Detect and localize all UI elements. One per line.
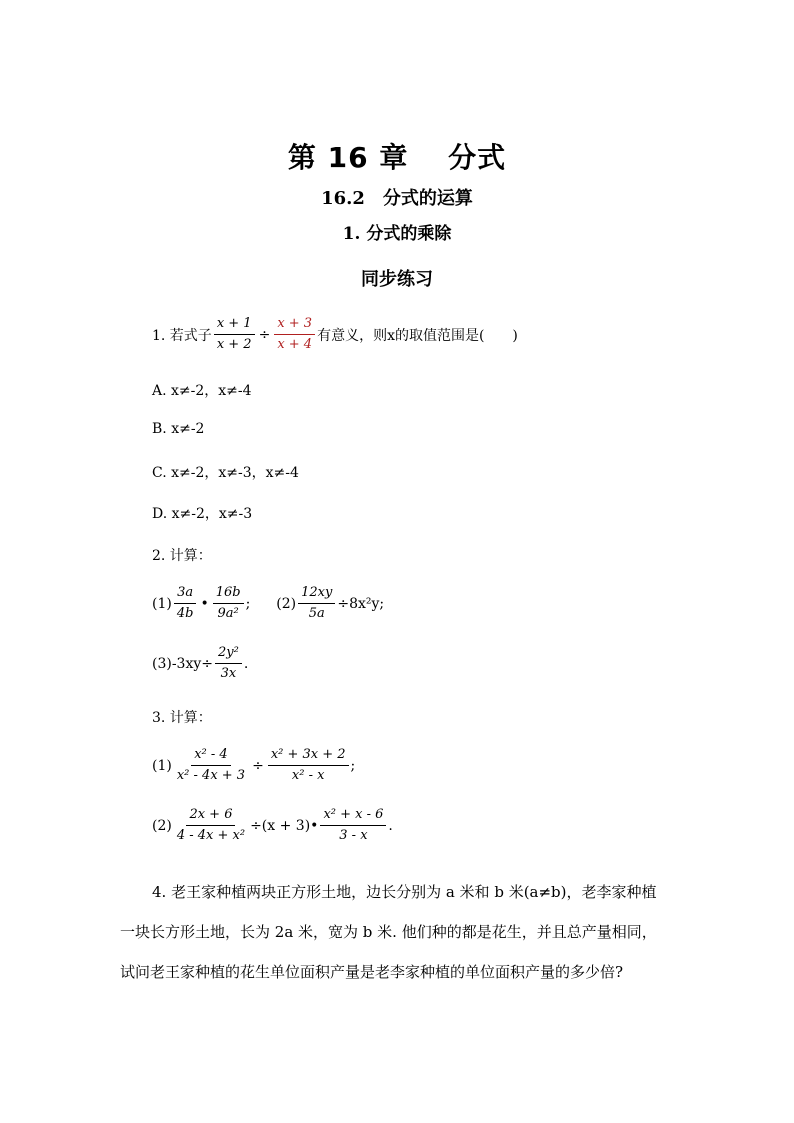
q3-part-2: (2) $\frac{2x + 6}{\text{4 - 4x + x²}}$ ÷(x + 3)• $\frac{\text{x² + x - 6}}{3 - x}$ . <box>152 807 393 843</box>
q2-part-1-2: (1) $\frac{3a}{4b}$ • $\frac{16b}{\text{9a²}}$ ; (2) $\frac{12xy}{5a}$ ÷8x²y; <box>152 585 385 621</box>
chapter-title: 第 16 章 分式 <box>287 141 507 174</box>
q1-option-b: B. x≠-2 <box>152 421 205 437</box>
q1-fraction-2: $\frac{x + 3}{x + 4}$ <box>274 316 315 353</box>
q3-p1-fraction-1: $\frac{\text{x² - 4}}{\text{x² - 4x + 3}}$ <box>176 747 246 783</box>
q3-label: 3. 计算： <box>152 710 212 726</box>
q2-part-3: (3)-3xy÷ $\frac{\text{2y²}}{3x}$ . <box>152 645 249 681</box>
q1-fraction-1: $\frac{x + 1}{x + 2}$ <box>214 316 255 353</box>
q3-p2-fraction-2: $\frac{\text{x² + x - 6}}{3 - x}$ <box>320 807 386 844</box>
q4-line-3: 试问老王家种植的花生单位面积产量是老李家种植的单位面积产量的多少倍? <box>120 963 624 981</box>
q2-p1-fraction-1: $\frac{3a}{4b}$ <box>174 585 197 622</box>
q4-line-2: 一块长方形土地，长为 2a 米，宽为 b 米. 他们种的都是花生，并且总产量相同， <box>120 923 657 941</box>
q4-line-1: 4. 老王家种植两块正方形土地，边长分别为 a 米和 b 米(a≠b)，老李家种植 <box>152 883 657 901</box>
q1-prefix: 1. 若式子 <box>152 327 212 344</box>
q1-option-a: A. x≠-2，x≠-4 <box>152 383 252 399</box>
question-4 <box>120 872 680 992</box>
q2-p1-fraction-2: $\frac{16b}{\text{9a²}}$ <box>213 585 244 622</box>
question-1 <box>152 316 518 353</box>
section-title: 16.2 分式的运算 <box>321 188 473 209</box>
q2-p2-fraction: $\frac{12xy}{5a}$ <box>298 585 335 622</box>
practice-title: 同步练习 <box>361 269 433 290</box>
q1-option-c: C. x≠-2，x≠-3，x≠-4 <box>152 465 299 481</box>
q3-part-1: (1) $\frac{\text{x² - 4}}{\text{x² - 4x + 3}}$ ÷ $\frac{\text{x² + 3x + 2}}{\text{x² - x}}$ ; <box>152 747 356 783</box>
subsection-title: 1. 分式的乘除 <box>342 224 452 244</box>
q1-divide: ÷ <box>258 326 271 343</box>
q1-option-d: D. x≠-2，x≠-3 <box>152 506 253 522</box>
q2-label: 2. 计算： <box>152 548 212 564</box>
q1-suffix: 有意义，则x的取值范围是( ) <box>317 327 518 344</box>
q3-p2-fraction-1: $\frac{2x + 6}{\text{4 - 4x + x²}}$ <box>176 807 246 843</box>
q2-p3-fraction: $\frac{\text{2y²}}{3x}$ <box>215 645 242 682</box>
q3-p1-fraction-2: $\frac{\text{x² + 3x + 2}}{\text{x² - x}}$ <box>268 747 349 784</box>
